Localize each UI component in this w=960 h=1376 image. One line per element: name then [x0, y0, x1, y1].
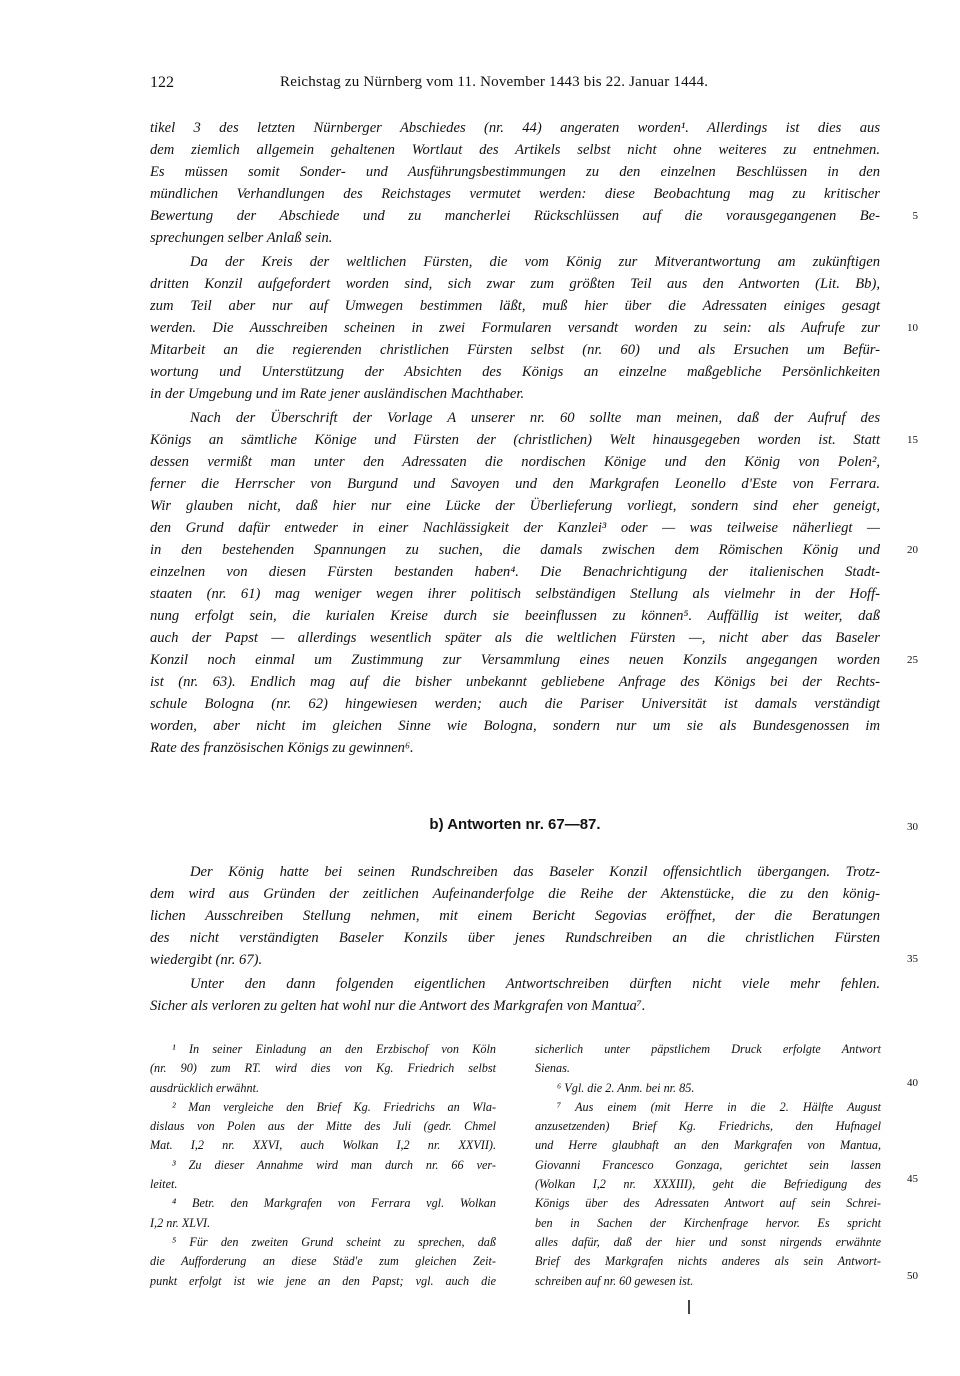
text-line: Wir glauben nicht, daß hier nur eine Lücke der Überlieferung vorliegt, sondern sind eher geneigt, [150, 498, 880, 514]
text-line: Bewertung der Abschiede und zu mancherlei Rückschlüssen auf die vorausgegangenen Be- [150, 208, 880, 224]
text-line: dem ziemlich allgemein gehaltenen Wortlaut des Artikels selbst nicht ohne weiteres zu entnehmen. [150, 142, 880, 158]
footnote-line: ben in Sachen der Kirchenfrage hervor. Es spricht [535, 1215, 881, 1230]
footnote-line: ⁵ Für den zweiten Grund scheint zu sprechen, daß [172, 1234, 496, 1249]
line-number: 15 [907, 434, 918, 446]
text-line: Nach der Überschrift der Vorlage A unserer nr. 60 sollte man meinen, daß der Aufruf des [190, 410, 880, 426]
line-number: 5 [912, 210, 918, 222]
text-line: Konzil noch einmal um Zustimmung zur Versammlung eines neuen Konzils angegangen worden [150, 652, 880, 668]
running-title: Reichstag zu Nürnberg vom 11. November 1443 bis 22. Januar 1444. [280, 74, 709, 90]
line-number: 30 [907, 821, 918, 833]
line-number: 25 [907, 654, 918, 666]
text-line: ist (nr. 63). Endlich mag auf die bisher unbekannt gebliebene Anfrage des Königs bei der Rechts- [150, 674, 880, 690]
text-line: Königs an sämtliche Könige und Fürsten der (christlichen) Welt hinausgegeben worden ist. Statt [150, 432, 880, 448]
line-number: 50 [907, 1270, 918, 1282]
footnote-line: ³ Zu dieser Annahme wird man durch nr. 66 ver- [172, 1157, 496, 1172]
line-number: 10 [907, 322, 918, 334]
footnote-line: ausdrücklich erwähnt. [150, 1080, 259, 1095]
footnote-line: Mat. I,2 nr. XXVI, auch Wolkan I,2 nr. XXVII). [150, 1138, 496, 1153]
footnote-line: ¹ In seiner Einladung an den Erzbischof von Köln [172, 1042, 496, 1056]
text-line: worden, aber nicht im gleichen Sinne wie Bologna, sondern nur um sie als Bundesgenossen im [150, 718, 880, 734]
text-line: dessen vermißt man unter den Adressaten die nordischen Könige und den König von Polen², [150, 454, 880, 470]
footnote-line: alles dafür, daß der hier und sonst nirgends erwähnte [535, 1234, 881, 1249]
text-line: den Grund dafür entweder in einer Nachlässigkeit der Kanzlei³ oder — was teilweise näherliegt — [150, 520, 880, 536]
footnote-line: ⁷ Aus einem (mit Herre in die 2. Hälfte August [557, 1099, 881, 1114]
line-number: 40 [907, 1077, 918, 1089]
text-line: zum Teil aber nur auf Umwegen bestimmen läßt, muß hier über die Adressaten einiges gesagt [150, 298, 880, 314]
footnote-line: anzusetzenden) Brief Kg. Friedrichs, den Hufnagel [535, 1119, 881, 1134]
running-header [150, 74, 880, 96]
text-line: wortung und Unterstützung der Absichten des Königs an einzelne maßgebliche Persönlichkeiten [150, 364, 880, 380]
footnote-line: Königs über des Adressaten Antwort auf sein Schrei- [535, 1196, 881, 1211]
footnote-line: dislaus von Polen aus der Mitte des Juli (gedr. Chmel [150, 1119, 496, 1134]
text-line: auch der Papst — allerdings wesentlich später als die weltlichen Fürsten —, nicht aber das Baseler [150, 630, 880, 646]
page-number: 122 [150, 74, 174, 91]
footnotes-right-column [535, 1040, 881, 1291]
text-line: Unter den dann folgenden eigentlichen Antwortschreiben dürften nicht viele mehr fehlen. [190, 976, 880, 992]
text-line: Der König hatte bei seinen Rundschreiben das Baseler Konzil offensichtlich übergangen. Trotz- [190, 864, 880, 880]
text-line: des nicht verständigten Baseler Konzils über jenes Rundschreiben an die christlichen Fürsten [150, 930, 880, 946]
text-line: dem wird aus Gründen der zeitlichen Aufeinanderfolge die Reihe der Aktenstücke, die zu den könig- [150, 886, 880, 902]
footnote-line: Brief des Markgrafen nichts anderes als sein Antwort- [535, 1254, 881, 1269]
footnote-line: leitet. [150, 1177, 178, 1192]
text-line: lichen Ausschreiben Stellung nehmen, mit einem Bericht Segovias eröffnet, der die Beratungen [150, 908, 880, 924]
text-line: sprechungen selber Anlaß sein. [150, 230, 333, 246]
text-line: dritten Konzil aufgefordert worden sind, sich zwar zum größten Teil aus den Antworten (Lit. Bb), [150, 276, 880, 292]
text-line: Rate des französischen Königs zu gewinnen⁶. [150, 740, 414, 756]
line-number: 35 [907, 953, 918, 965]
text-line: einzelnen von diesen Fürsten bestanden haben⁴. Die Benachrichtigung der italienischen Stadt- [150, 564, 880, 580]
footnote-line: I,2 nr. XLVI. [150, 1215, 211, 1230]
text-line: wiedergibt (nr. 67). [150, 952, 263, 968]
footnote-line: (nr. 90) zum RT. wird dies von Kg. Friedrich selbst [150, 1061, 496, 1076]
print-mark [688, 1300, 690, 1314]
footnote-line: die Aufforderung an diese Städ'e zum gleichen Zeit- [150, 1254, 496, 1269]
footnotes-left-column [150, 1040, 496, 1291]
footnote-line: ⁴ Betr. den Markgrafen von Ferrara vgl. Wolkan [172, 1196, 496, 1211]
line-number: 45 [907, 1173, 918, 1185]
footnote-line: und Herre glaubhaft an den Markgrafen von Mantua, [535, 1138, 881, 1153]
text-line: Da der Kreis der weltlichen Fürsten, die vom König zur Mitverantwortung am zukünftigen [190, 254, 880, 270]
text-line: in den bestehenden Spannungen zu suchen, die damals zwischen dem Römischen König und [150, 542, 880, 558]
footnote-line: Giovanni Francesco Gonzaga, gerichtet sein lassen [535, 1157, 881, 1172]
text-line: staaten (nr. 61) mag weniger wegen ihrer politisch selbständigen Stellung als vielmehr in der Hoff- [150, 586, 880, 602]
text-line: Mitarbeit an die regierenden christlichen Fürsten selbst (nr. 60) und als Ersuchen um Befür- [150, 342, 880, 358]
line-number: 20 [907, 544, 918, 556]
text-line: ferner die Herrscher von Burgund und Savoyen und den Markgrafen Leonello d'Este von Ferrara. [150, 476, 880, 492]
text-line: mündlichen Verhandlungen des Reichstages vermutet werden: diese Beobachtung mag zu kritischer [150, 186, 880, 202]
footnote-line: (Wolkan I,2 nr. XXXIII), geht die Befriedigung des [535, 1177, 881, 1192]
footnote-line: Sienas. [535, 1061, 570, 1076]
footnote-line: ² Man vergleiche den Brief Kg. Friedrichs an Wla- [172, 1099, 496, 1114]
text-line: tikel 3 des letzten Nürnberger Abschiedes (nr. 44) angeraten worden¹. Allerdings ist dies aus [150, 120, 880, 136]
text-line: in der Umgebung und im Rate jener ausländischen Machthaber. [150, 386, 525, 402]
text-line: Sicher als verloren zu gelten hat wohl nur die Antwort des Markgrafen von Mantua⁷. [150, 998, 646, 1014]
footnote-line: ⁶ Vgl. die 2. Anm. bei nr. 85. [557, 1080, 695, 1095]
text-line: Es müssen somit Sonder- und Ausführungsbestimmungen zu den einzelnen Beschlüssen in den [150, 164, 880, 180]
text-line: schule Bologna (nr. 62) hingewiesen werden; auch die Pariser Universität ist damals verständigt [150, 696, 880, 712]
text-line: nung erfolgt sein, die kurialen Kreise durch sie beeinflussen zu können⁵. Auffällig ist weiter, daß [150, 608, 880, 624]
text-line: werden. Die Ausschreiben scheinen in zwei Formularen versandt worden zu sein: als Aufrufe zur [150, 320, 880, 336]
footnote-line: sicherlich unter päpstlichem Druck erfolgte Antwort [535, 1042, 881, 1056]
section-b-heading: b) Antworten nr. 67—87. [429, 816, 601, 833]
footnote-line: punkt erfolgt ist wie jene an den Papst; vgl. auch die [150, 1273, 496, 1288]
footnote-line: schreiben auf nr. 60 gewesen ist. [535, 1273, 694, 1288]
